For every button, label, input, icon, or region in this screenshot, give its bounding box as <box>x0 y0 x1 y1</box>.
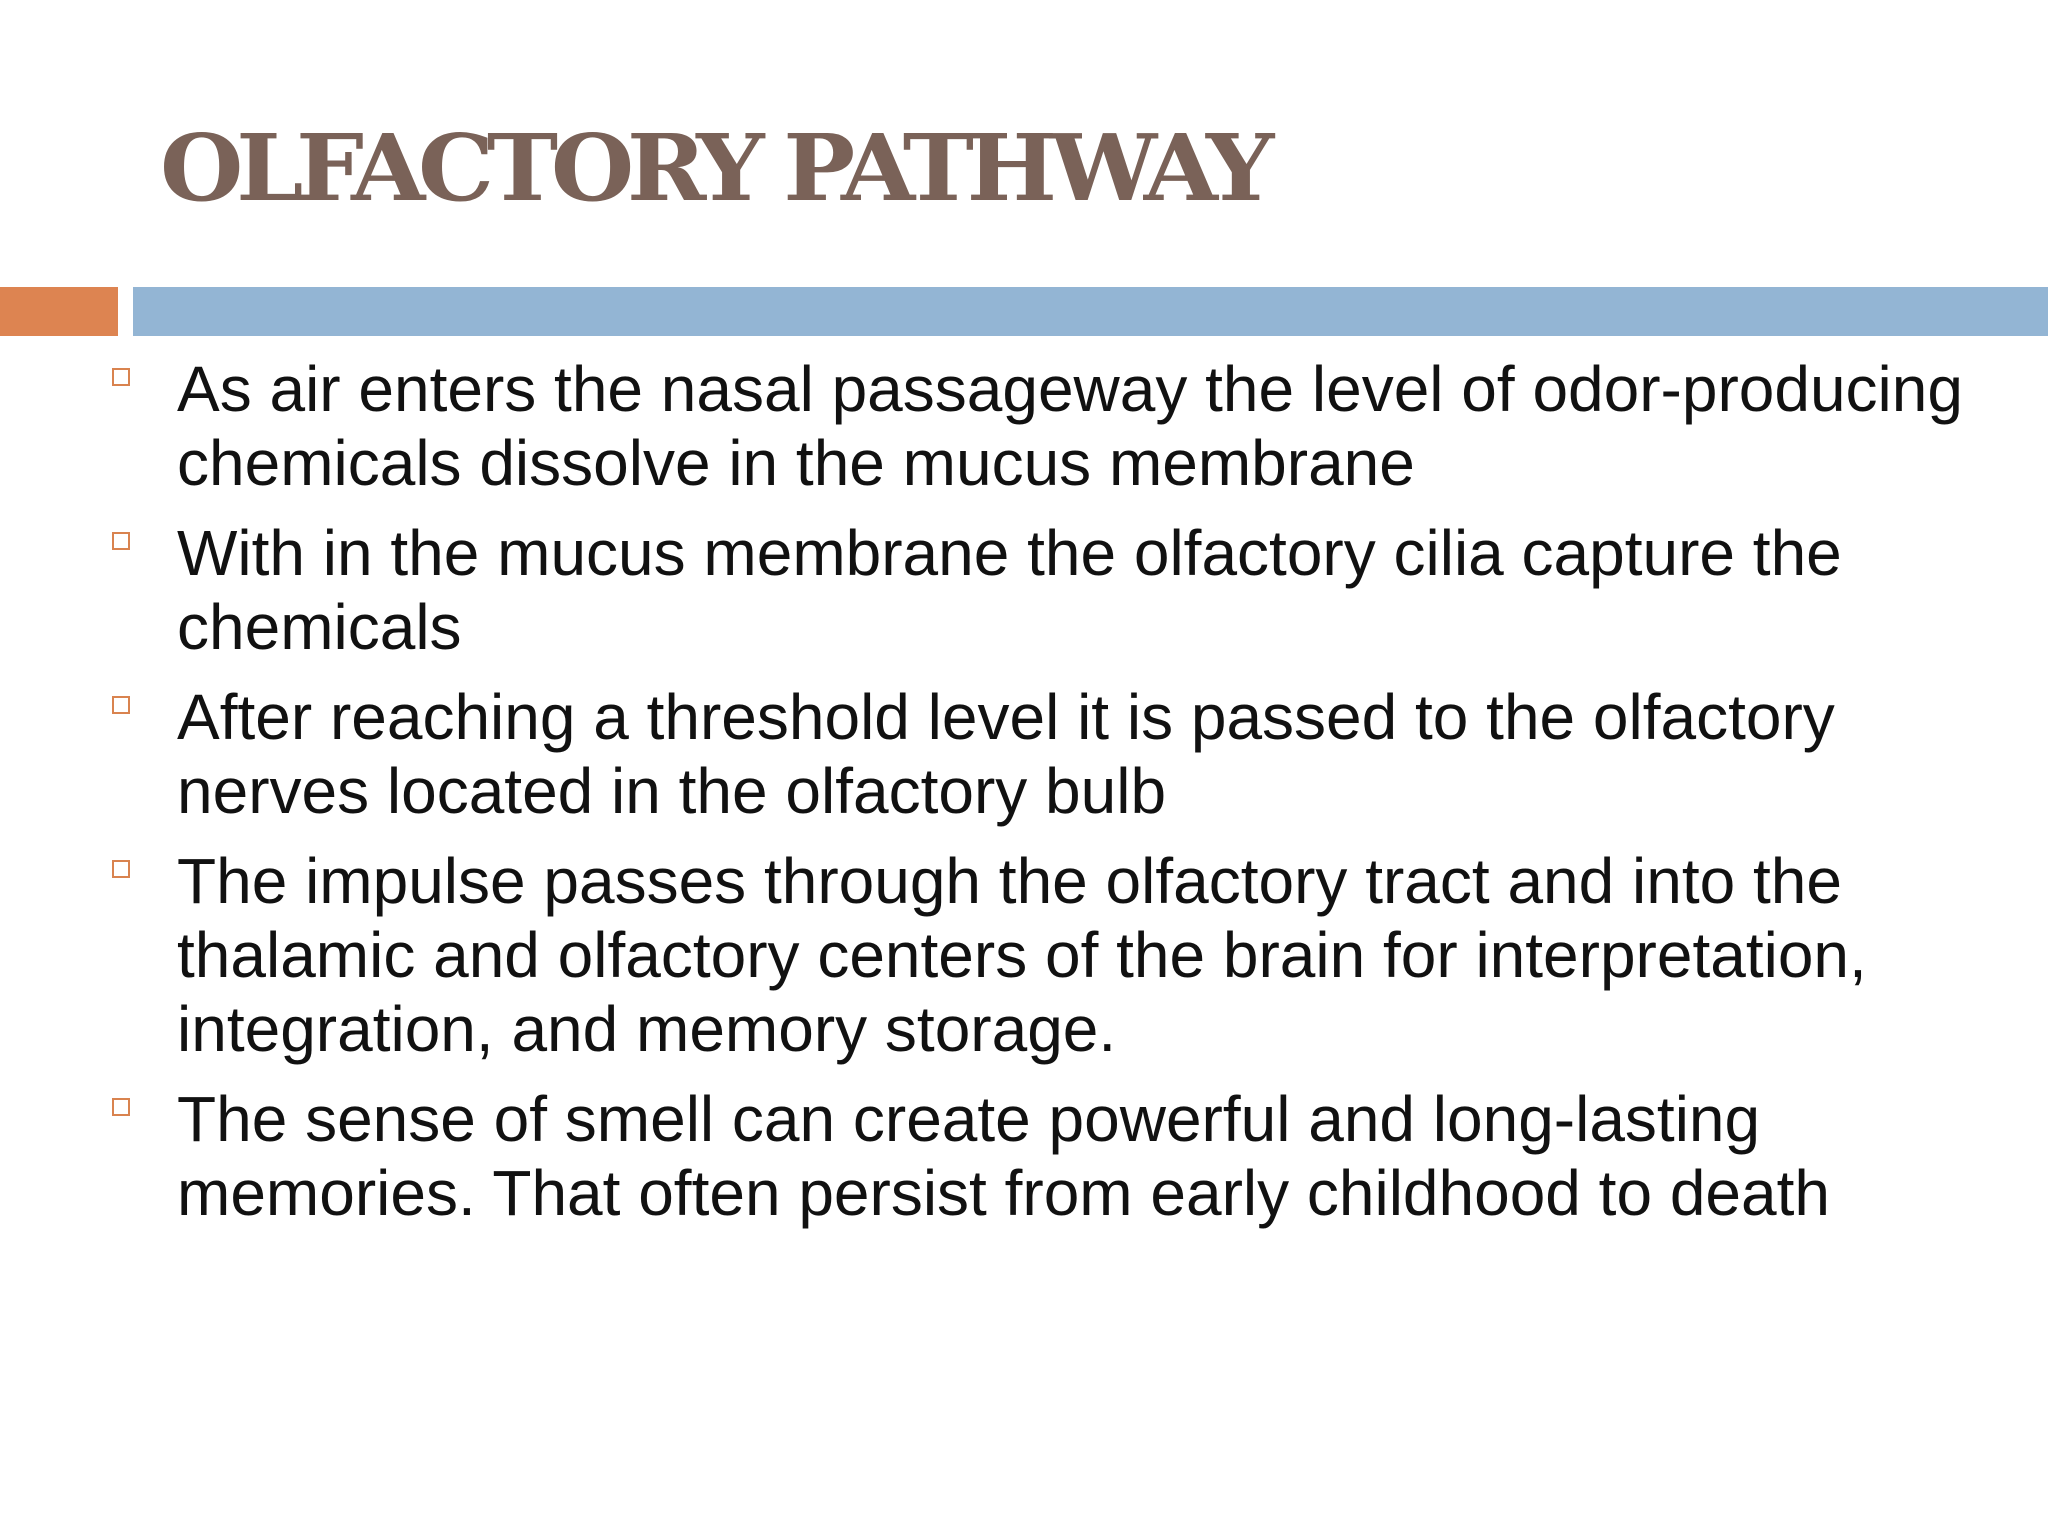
bullet-item <box>0 352 2048 500</box>
accent-bar-orange <box>0 287 118 336</box>
hollow-square-bullet-icon <box>112 368 130 386</box>
bullet-text: The sense of smell can create powerful and long-lasting memories. That often persist from early childhood to death <box>177 1083 1830 1229</box>
bullet-text: After reaching a threshold level it is passed to the olfactory nerves located in the olfactory bulb <box>177 681 1835 827</box>
bullet-text: As air enters the nasal passageway the level of odor-producing chemicals dissolve in the mucus membrane <box>177 353 1963 499</box>
hollow-square-bullet-icon <box>112 860 130 878</box>
bullet-list <box>0 352 2048 1246</box>
bullet-item <box>0 516 2048 664</box>
hollow-square-bullet-icon <box>112 532 130 550</box>
bullet-text: The impulse passes through the olfactory tract and into the thalamic and olfactory centers of the brain for interpretation, integration, and memory storage. <box>177 845 1867 1065</box>
hollow-square-bullet-icon <box>112 696 130 714</box>
bullet-item <box>0 680 2048 828</box>
bullet-item <box>0 1082 2048 1230</box>
slide-title: OLFACTORY PATHWAY <box>160 114 1267 222</box>
bullet-text: With in the mucus membrane the olfactory cilia capture the chemicals <box>177 517 1842 663</box>
bullet-item <box>0 844 2048 1066</box>
hollow-square-bullet-icon <box>112 1098 130 1116</box>
accent-bar-blue <box>133 287 2048 336</box>
